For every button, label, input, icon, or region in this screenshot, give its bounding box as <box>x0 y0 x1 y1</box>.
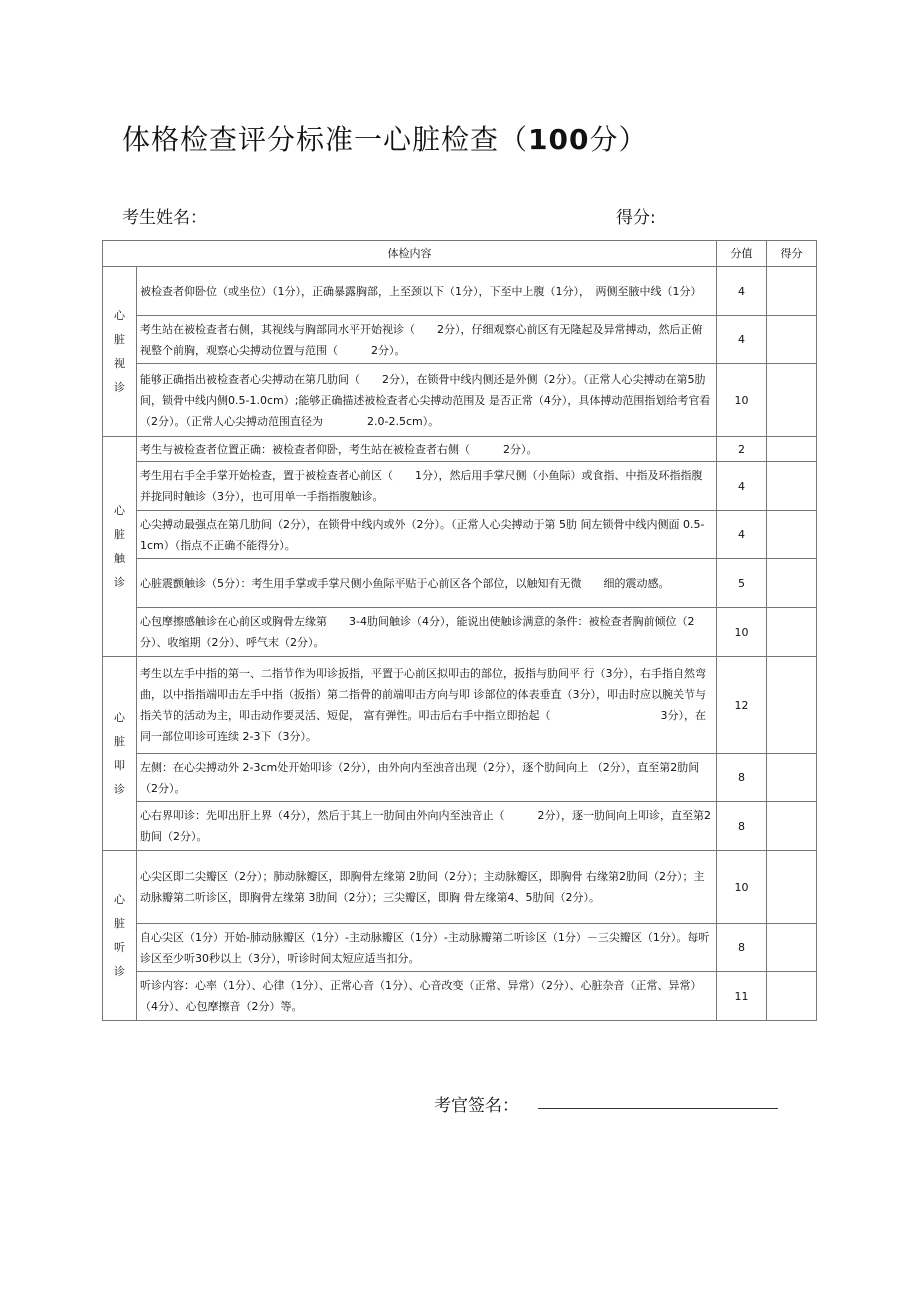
item-points: 11 <box>717 972 767 1021</box>
table-header-row <box>103 241 817 267</box>
item-text: 被检查者仰卧位（或坐位）（1分），正确暴露胸部，上至颈以下（1分），下至中上腹（1分）， 两侧至腋中线（1分） <box>137 267 717 316</box>
total-score-label: 得分: <box>616 208 656 228</box>
table-row <box>103 972 817 1021</box>
table-row <box>103 754 817 802</box>
table-row <box>103 924 817 972</box>
header-score: 得分 <box>767 241 817 267</box>
score-cell[interactable] <box>767 364 817 437</box>
score-cell[interactable] <box>767 851 817 924</box>
item-points: 8 <box>717 754 767 802</box>
table-row <box>103 511 817 559</box>
item-points: 10 <box>717 851 767 924</box>
title-main: 体格检查评分标准一心脏检查（ <box>122 123 529 156</box>
score-cell[interactable] <box>767 972 817 1021</box>
item-points: 8 <box>717 802 767 851</box>
table-row <box>103 802 817 851</box>
section-label: 心脏叩诊 <box>103 657 137 851</box>
table-row <box>103 316 817 364</box>
examinee-name-label: 考生姓名： <box>122 208 207 228</box>
item-text: 考生用右手全手掌开始检查，置于被检查者心前区（ 1分），然后用手掌尺侧（小鱼际）或食指、中指及环指指腹并拢同时触诊（3分），也可用单一手指指腹触诊。 <box>137 462 717 511</box>
table-row <box>103 851 817 924</box>
score-cell[interactable] <box>767 802 817 851</box>
item-text: 心右界叩诊：先叩出肝上界（4分），然后于其上一肋间由外向内至浊音止（ 2分），逐一肋间向上叩诊，直至第2肋间（2分）。 <box>137 802 717 851</box>
item-text: 自心尖区（1分）开始-肺动脉瓣区（1分）-主动脉瓣区（1分）-主动脉瓣第二听诊区（1分）－三尖瓣区（1分）。每听诊区至少听30秒以上（3分），听诊时间太短应适当扣分。 <box>137 924 717 972</box>
score-cell[interactable] <box>767 924 817 972</box>
score-cell[interactable] <box>767 559 817 608</box>
item-text: 能够正确指出被检查者心尖搏动在第几肋间（ 2分），在锁骨中线内侧还是外侧（2分）。（正常人心尖搏动在第5肋间，锁骨中线内侧0.5-1.0cm）;能够正确描述被检查者心尖搏动范围及 是否正常（4分），具体搏动范围指划给考官看（2分）。（正常人心尖搏动范围直径为 2.0-2.5cm）。 <box>137 364 717 437</box>
title-end: 分） <box>589 123 648 156</box>
score-cell[interactable] <box>767 657 817 754</box>
item-points: 4 <box>717 316 767 364</box>
title-score: 100 <box>528 123 590 156</box>
item-points: 10 <box>717 608 767 657</box>
score-cell[interactable] <box>767 316 817 364</box>
header-points: 分值 <box>717 241 767 267</box>
section-label: 心脏听诊 <box>103 851 137 1021</box>
score-cell[interactable] <box>767 267 817 316</box>
item-text: 心尖搏动最强点在第几肋间（2分），在锁骨中线内或外（2分）。（正常人心尖搏动于第 5肋 间左锁骨中线内侧面 0.5-1cm）（指点不正确不能得分）。 <box>137 511 717 559</box>
item-points: 2 <box>717 437 767 462</box>
item-points: 4 <box>717 511 767 559</box>
item-points: 4 <box>717 267 767 316</box>
table-row <box>103 608 817 657</box>
section-label: 心脏触诊 <box>103 437 137 657</box>
item-points: 12 <box>717 657 767 754</box>
section-label: 心脏视诊 <box>103 267 137 437</box>
item-text: 心包摩擦感触诊在心前区或胸骨左缘第 3-4肋间触诊（4分），能说出使触诊满意的条件：被检查者胸前倾位（2分）、收缩期（2分）、呼气末（2分）。 <box>137 608 717 657</box>
score-cell[interactable] <box>767 754 817 802</box>
item-text: 听诊内容：心率（1分）、心律（1分）、正常心音（1分）、心音改变（正常、异常）（2分）、心脏杂音（正常、异常）（4分）、心包摩擦音（2分）等。 <box>137 972 717 1021</box>
item-text: 考生与被检查者位置正确：被检查者仰卧，考生站在被检查者右侧（ 2分）。 <box>137 437 717 462</box>
item-text: 心脏震颤触诊（5分）：考生用手掌或手掌尺侧小鱼际平贴于心前区各个部位，以触知有无微 细的震动感。 <box>137 559 717 608</box>
item-text: 心尖区即二尖瓣区（2分）；肺动脉瓣区，即胸骨左缘第 2肋间（2分）；主动脉瓣区，即胸骨 右缘第2肋间（2分）；主动脉瓣第二听诊区，即胸骨左缘第 3肋间（2分）；三尖瓣区，即胸 骨左缘第4、5肋间（2分）。 <box>137 851 717 924</box>
table-row <box>103 559 817 608</box>
score-cell[interactable] <box>767 511 817 559</box>
table-row <box>103 657 817 754</box>
item-text: 考生站在被检查者右侧，其视线与胸部同水平开始视诊（ 2分），仔细观察心前区有无隆起及异常搏动，然后正俯视整个前胸，观察心尖搏动位置与范围（ 2分）。 <box>137 316 717 364</box>
table-row <box>103 462 817 511</box>
examiner-signature-label: 考官签名： <box>434 1096 519 1116</box>
score-cell[interactable] <box>767 462 817 511</box>
score-cell[interactable] <box>767 437 817 462</box>
page-title <box>122 118 647 158</box>
item-text: 考生以左手中指的第一、二指节作为叩诊扳指，平置于心前区拟叩击的部位，扳指与肋间平 行（3分），右手指自然弯曲，以中指指端叩击左手中指（扳指）第二指骨的前端叩击方向与叩 诊部位的体表垂直（3分），叩击时应以腕关节与指关节的活动为主，叩击动作要灵活、短促， 富有弹性。叩击后右手中指立即抬起（ 3分），在同一部位叩诊可连续 2-3下（3分）。 <box>137 657 717 754</box>
item-points: 4 <box>717 462 767 511</box>
scoring-table <box>102 240 817 1021</box>
item-points: 10 <box>717 364 767 437</box>
score-cell[interactable] <box>767 608 817 657</box>
item-text: 左侧：在心尖搏动外 2-3cm处开始叩诊（2分），由外向内至浊音出现（2分），逐个肋间向上 （2分），直至第2肋间（2分）。 <box>137 754 717 802</box>
item-points: 8 <box>717 924 767 972</box>
header-content: 体检内容 <box>103 241 717 267</box>
table-row <box>103 437 817 462</box>
signature-line[interactable] <box>538 1108 778 1109</box>
item-points: 5 <box>717 559 767 608</box>
table-row <box>103 267 817 316</box>
table-row <box>103 364 817 437</box>
